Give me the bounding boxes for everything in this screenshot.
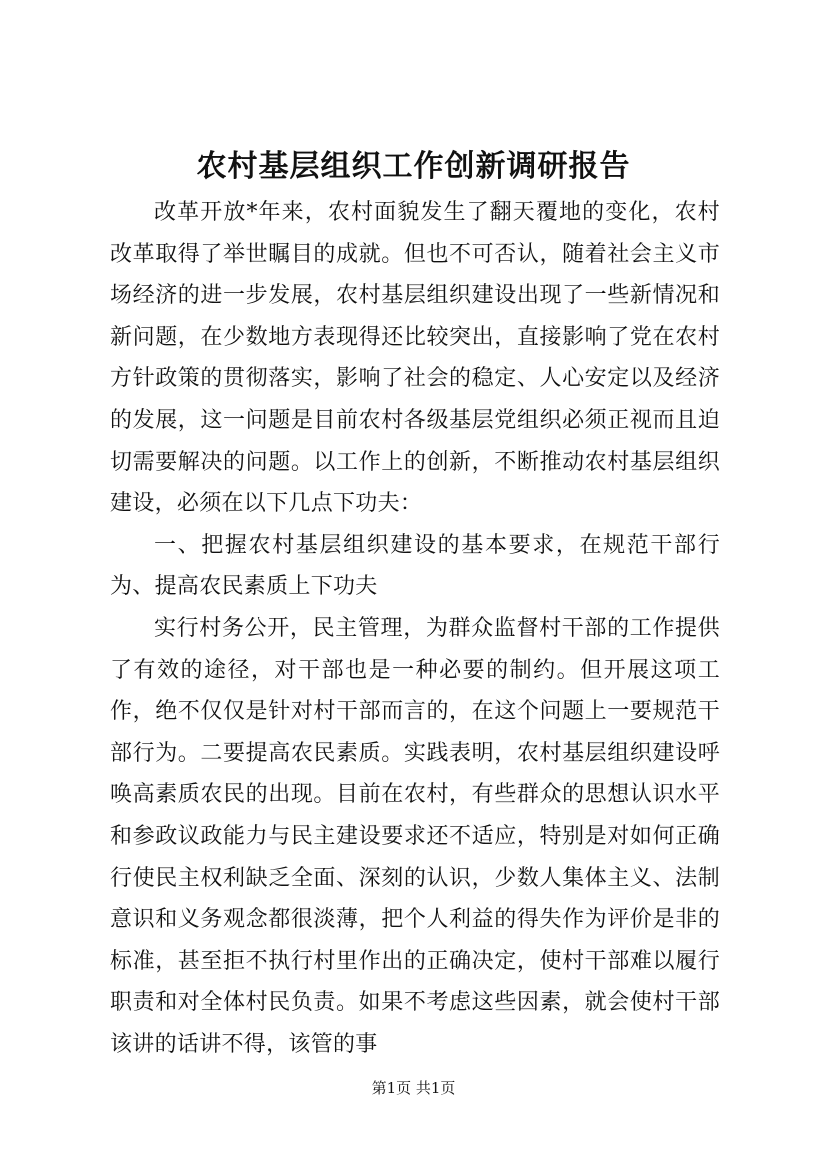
paragraph-body: 实行村务公开，民主管理，为群众监督村干部的工作提供了有效的途径，对干部也是一种必要的制约。但开展这项工作，绝不仅仅是针对村干部而言的，在这个问题上一要规范干部行为。二要提高农民素质。实践表明，农村基层组织建设呼唤高素质农民的出现。目前在农村，有些群众的思想认识水平和参政议政能力与民主建设要求还不适应，特别是对如何正确行使民主权利缺乏全面、深刻的认识，少数人集体主义、法制意识和义务观念都很淡薄，把个人利益的得失作为评价是非的标准，甚至拒不执行村里作出的正确决定，使村干部难以履行职责和对全体村民负责。如果不考虑这些因素，就会使村干部该讲的话讲不得，该管的事 bbox=[110, 615, 720, 1057]
page-footer: 第1页 共1页 bbox=[371, 1079, 456, 1097]
paragraph-intro: 改革开放*年来，农村面貌发生了翻天覆地的变化，农村改革取得了举世瞩目的成就。但也不可否认，随着社会主义市场经济的进一步发展，农村基层组织建设出现了一些新情况和新问题，在少数地方表现得还比较突出，直接影响了党在农村方针政策的贯彻落实，影响了社会的稳定、人心安定以及经济的发展，这一问题是目前农村各级基层党组织必须正视而且迫切需要解决的问题。以工作上的创新，不断推动农村基层组织建设，必须在以下几点下功夫： bbox=[110, 200, 720, 517]
document-body bbox=[110, 192, 720, 1065]
paragraph-section-heading: 一、把握农村基层组织建设的基本要求，在规范干部行为、提高农民素质上下功夫 bbox=[110, 532, 720, 600]
document-title: 农村基层组织工作创新调研报告 bbox=[196, 149, 631, 184]
